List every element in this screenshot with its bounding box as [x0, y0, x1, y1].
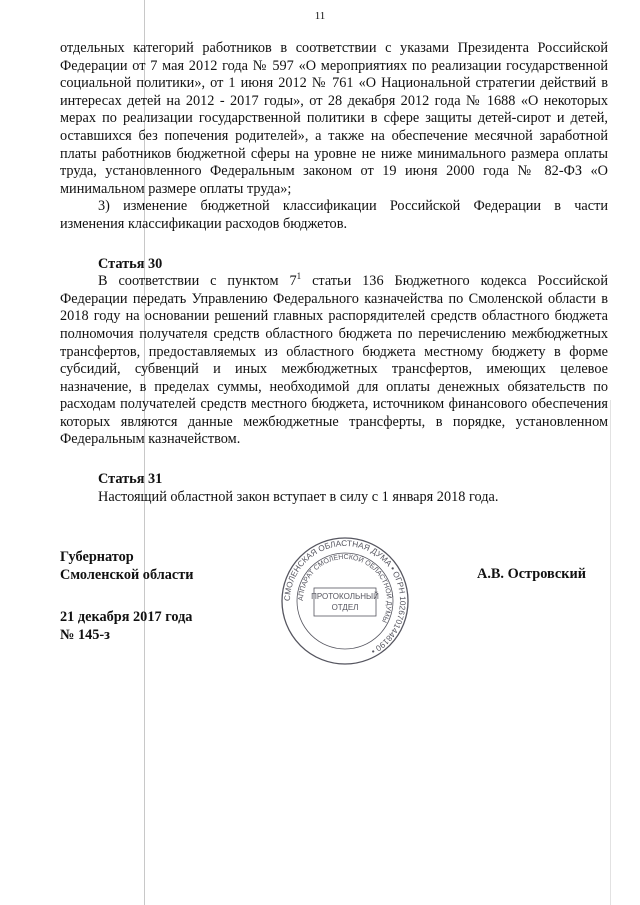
- article-30-text-start: В соответствии с пунктом 7: [98, 273, 297, 290]
- document-body: [60, 40, 608, 506]
- paragraph-item-3: 3) изменение бюджетной классификации Российской Федерации в части изменения классификации расходов бюджетов.: [60, 198, 608, 232]
- official-stamp-icon: [280, 536, 410, 666]
- article-30-heading: Статья 30: [98, 255, 163, 272]
- signer-title-line2: Смоленской области: [60, 566, 194, 583]
- law-number: № 145-з: [60, 626, 110, 643]
- scan-fold-line-right: [610, 400, 611, 905]
- stamp-inner-text: АППАРАТ СМОЛЕНСКОЙ ОБЛАСТНОЙ ДУМЫ: [297, 553, 393, 624]
- paragraph-continuation: отдельных категорий работников в соответствии с указами Президента Российской Федерации от 7 мая 2012 года № 597 «О мероприятиях по реализации государственной социальной политики», от 1 июня 2012 № 761 «О Национальной стратегии действий в интересах детей на 2012 - 2017 годы», от 28 декабря 2012 года № 1688 «О некоторых мерах по реализации государственной политики в сфере защиты детей-сирот и детей, оставшихся без попечения родителей», а также на обеспечение месячной заработной платы работников бюджетной сферы на уровне не ниже минимального размера оплаты труда, установленного Федеральным законом от 19 июня 2000 года № 82-ФЗ «О минимальном размере оплаты труда»;: [60, 40, 608, 197]
- superscript-1: 1: [296, 271, 302, 282]
- article-31-text: Настоящий областной закон вступает в силу с 1 января 2018 года.: [98, 488, 499, 505]
- signature-date: 21 декабря 2017 года: [60, 609, 193, 626]
- svg-text:АППАРАТ СМОЛЕНСКОЙ ОБЛАСТНОЙ Д: [298, 554, 394, 624]
- signature-block: [60, 549, 194, 644]
- signer-name: А.В. Островский: [477, 566, 586, 582]
- article-30-text: [60, 273, 608, 449]
- stamp-center-line1: ПРОТОКОЛЬНЫЙ: [311, 592, 379, 601]
- stamp-outer-text: СМОЛЕНСКАЯ ОБЛАСТНАЯ ДУМА • ОГРН 1026701448190 •: [282, 538, 408, 656]
- stamp-center-line2: ОТДЕЛ: [331, 603, 359, 612]
- article-30-text-rest: статьи 136 Бюджетного кодекса Российской Федерации передать Управлению Федерального казначейства по Смоленской области в 2018 году на основании решений главных распорядителей средств областного бюджета полномочия получателя средств областного бюджета по перечислению межбюджетных трансфертов, предоставляемых из областного бюджета местному бюджету в форме субсидий, субвенций и иных межбюджетных трансфертов, имеющих целевое назначение, в пределах суммы, необходимой для оплаты денежных обязательств по расходам получателей средств местного бюджета, источником финансового обеспечения которых являются данные межбюджетные трансферты, в порядке, установленном Федеральным казначейством.: [60, 273, 608, 448]
- page-number: 11: [314, 10, 326, 22]
- signer-title-line1: Губернатор: [60, 549, 134, 565]
- article-31-heading: Статья 31: [98, 471, 163, 488]
